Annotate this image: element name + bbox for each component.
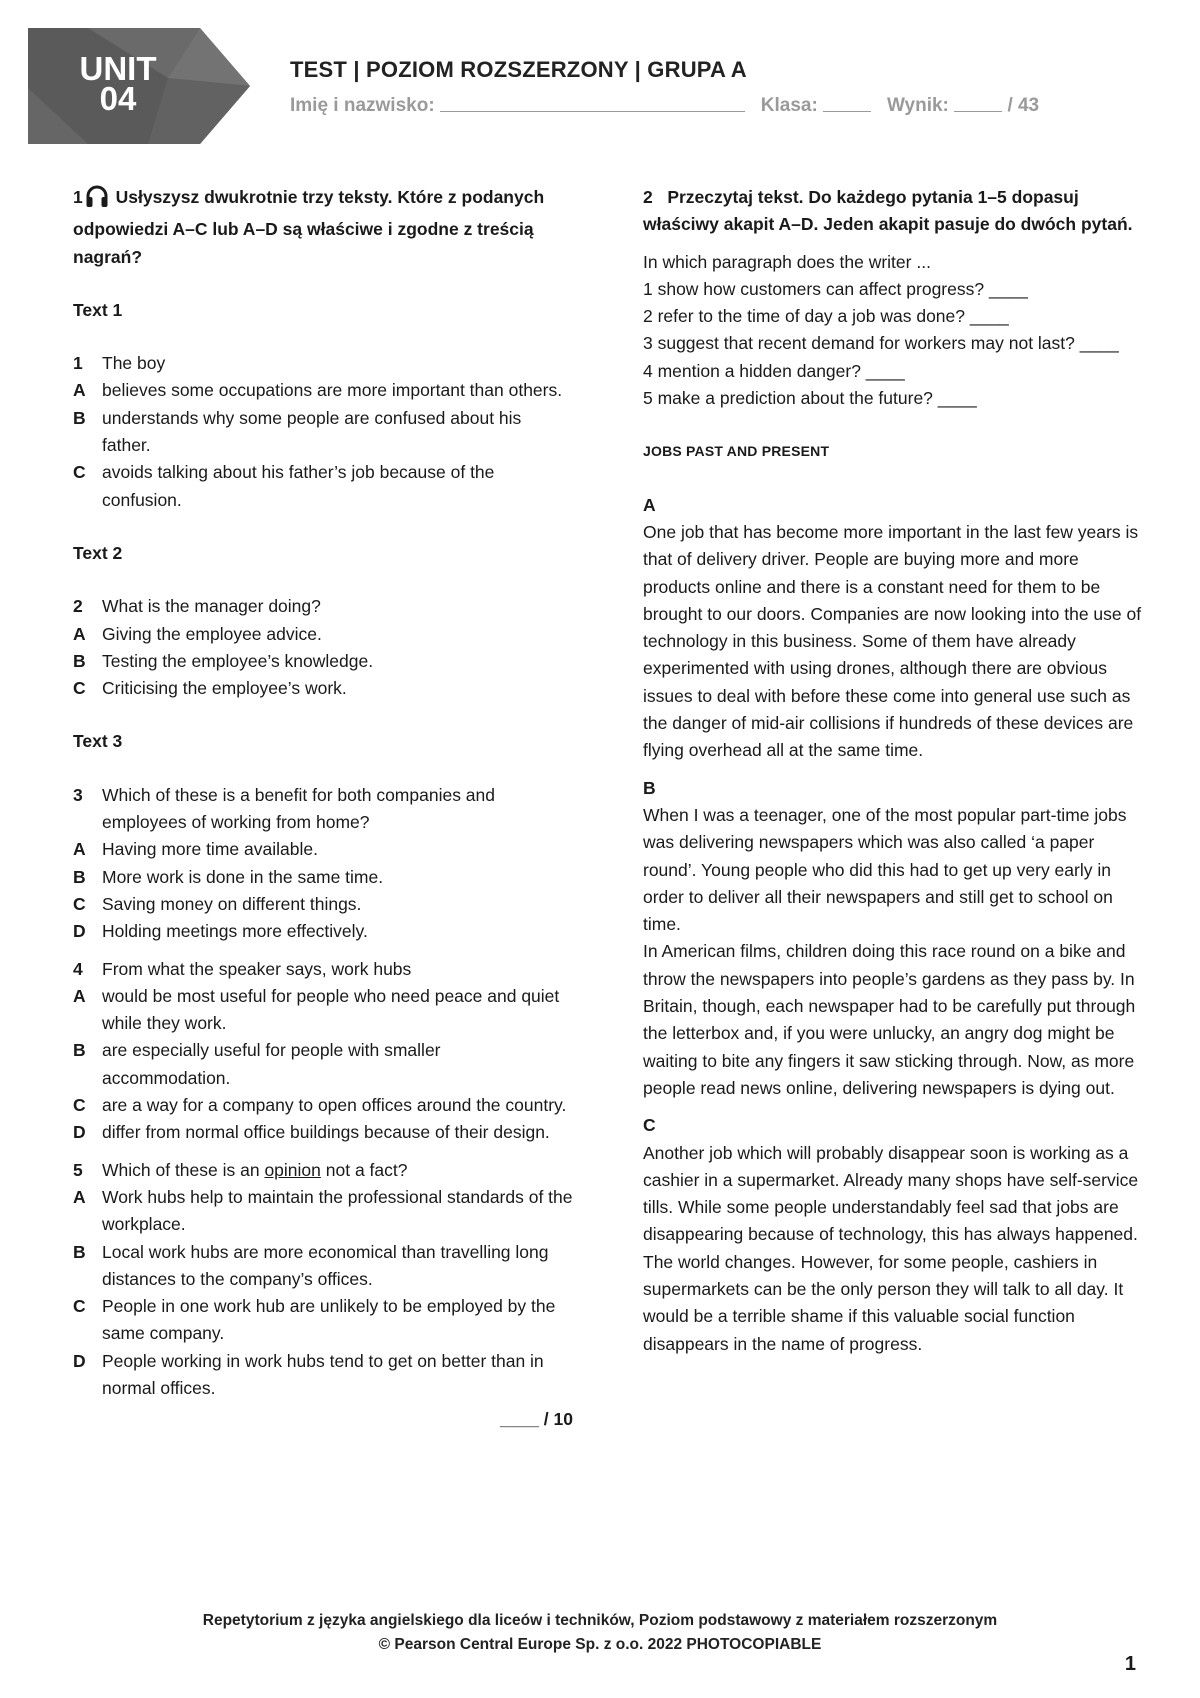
paragraph-text: One job that has become more important in the last few years is that of delivery driver. People are buying more and more products online and there is a constant need for them to be brought to our doors. Companies are now looking into the use of technology in this business. Some of them have already experimented with using drones, although there are obvious issues to deal with before these come into general use such as the danger of mid-air collisions if hundreds of these devices are flying overhead all at the same time.	[643, 521, 1142, 761]
answer-option[interactable]: C avoids talking about his father’s job because of the confusion.	[73, 462, 495, 510]
answer-option[interactable]: D Holding meetings more effectively.	[73, 921, 368, 942]
task-2	[643, 184, 1148, 1358]
matching-question[interactable]: 5 make a prediction about the future? ____	[643, 388, 977, 409]
page-footer	[0, 1609, 1200, 1657]
footer-book-title: Repetytorium z języka angielskiego dla liceów i techników, Poziom podstawowy z materiałem rozszerzonym	[202, 1612, 998, 1629]
task-1	[73, 184, 573, 1434]
task-2-instruction	[643, 184, 1148, 239]
task-2-text: Przeczytaj tekst. Do każdego pytania 1–5 dopasuj właściwy akapit A–D. Jeden akapit pasuje do dwóch pytań.	[643, 187, 1133, 235]
answer-option[interactable]: A Work hubs help to maintain the professional standards of the workplace.	[73, 1186, 573, 1235]
answer-option[interactable]: B understands why some people are confused about his father.	[73, 407, 522, 456]
headphones-icon	[85, 184, 109, 216]
paragraph-letter: A	[643, 494, 656, 515]
score-label: Wynik:	[886, 95, 949, 116]
task-1-instruction	[73, 184, 573, 271]
answer-option[interactable]: A Giving the employee advice.	[73, 623, 322, 644]
answer-option[interactable]: C are a way for a company to open offices around the country.	[73, 1095, 567, 1116]
answer-option[interactable]: A believes some occupations are more important than others.	[73, 380, 563, 401]
paragraph-text: When I was a teenager, one of the most popular part-time jobs was delivering newspapers which was also called ‘a paper round’. Young people who did this had to get up very early in order to deliver all their newspapers and still get to school on time.	[643, 804, 1127, 935]
page-number: 1	[1124, 1653, 1136, 1675]
answer-option[interactable]: C Criticising the employee’s work.	[73, 678, 347, 699]
score-total: / 43	[1007, 95, 1040, 116]
answer-option[interactable]: D differ from normal office buildings because of their design.	[73, 1122, 550, 1143]
paragraph-text: In American films, children doing this race round on a bike and throw the newspapers into people’s gardens as they pass by. In Britain, though, each newspaper had to be carefully put through the letterbox and, if you were unlucky, an angry dog might be waiting to bite any fingers it saw sticking through. Now, as more people read news online, delivering newspapers is dying out.	[643, 941, 1136, 1098]
task-1-text: Usłyszysz dwukrotnie trzy teksty. Które z podanych odpowiedzi A–C lub A–D są właściwe i zgodne z treścią nagrań?	[73, 187, 545, 267]
article-title: JOBS PAST AND PRESENT	[643, 443, 830, 460]
class-field[interactable]	[823, 95, 871, 112]
answer-option[interactable]: C Saving money on different things.	[73, 893, 362, 914]
question-stem: 4 From what the speaker says, work hubs	[73, 958, 412, 979]
test-header	[290, 57, 1039, 117]
question-stem: 5 Which of these is an opinion not a fact?	[73, 1159, 408, 1180]
unit-badge	[28, 28, 250, 144]
question-stem: 1 The boy	[73, 353, 166, 374]
name-label: Imię i nazwisko:	[290, 95, 435, 116]
text-1-label: Text 1	[73, 299, 123, 320]
unit-number: 04	[99, 80, 137, 117]
matching-question[interactable]: 4 mention a hidden danger? ____	[643, 360, 905, 381]
paragraph-letter: C	[643, 1115, 656, 1136]
matching-question[interactable]: 3 suggest that recent demand for workers may not last? ____	[643, 333, 1119, 354]
answer-option[interactable]: A would be most useful for people who need peace and quiet while they work.	[73, 985, 560, 1034]
question-stem: 3 Which of these is a benefit for both companies and employees of working from home?	[73, 784, 496, 833]
name-field[interactable]	[440, 95, 745, 112]
student-info-line	[290, 95, 1039, 117]
paragraph-letter: B	[643, 777, 656, 798]
task-2-number: 2	[643, 187, 653, 207]
matching-question[interactable]: 2 refer to the time of day a job was done? ____	[643, 306, 1009, 327]
answer-option[interactable]: B Local work hubs are more economical than travelling long distances to the company’s offices.	[73, 1241, 549, 1289]
answer-option[interactable]: B More work is done in the same time.	[73, 866, 384, 887]
answer-option[interactable]: C People in one work hub are unlikely to be employed by the same company.	[73, 1296, 556, 1344]
unit-label: UNIT	[79, 50, 157, 87]
score-field[interactable]	[954, 95, 1002, 112]
answer-option[interactable]: B are especially useful for people with smaller accommodation.	[73, 1040, 441, 1088]
paragraph-text: Another job which will probably disappear soon is working as a cashier in a supermarket. Already many shops have self-service tills. While some people understandably feel sad that jobs are disappearing because of technology, this has always happened. The world changes. However, for some people, cashiers in supermarkets can be the only person they will talk to all day. It would be a terrible shame if this valuable social function disappears in the name of progress.	[643, 1142, 1139, 1354]
answer-option[interactable]: A Having more time available.	[73, 839, 318, 860]
text-3-label: Text 3	[73, 731, 123, 752]
task-2-intro: In which paragraph does the writer ...	[643, 251, 931, 272]
task-1-number: 1	[73, 187, 83, 207]
matching-question[interactable]: 1 show how customers can affect progress? ____	[643, 278, 1028, 299]
text-2-label: Text 2	[73, 542, 123, 563]
underlined-word: opinion	[264, 1159, 321, 1180]
answer-option[interactable]: B Testing the employee’s knowledge.	[73, 650, 374, 671]
task-1-score[interactable]: ____ / 10	[500, 1409, 573, 1430]
question-stem: 2 What is the manager doing?	[73, 596, 321, 617]
test-title: TEST | POZIOM ROZSZERZONY | GRUPA A	[290, 57, 747, 82]
footer-copyright: © Pearson Central Europe Sp. z o.o. 2022 PHOTOCOPIABLE	[378, 1636, 822, 1653]
class-label: Klasa:	[760, 95, 818, 116]
answer-option[interactable]: D People working in work hubs tend to get on better than in normal offices.	[73, 1350, 544, 1398]
